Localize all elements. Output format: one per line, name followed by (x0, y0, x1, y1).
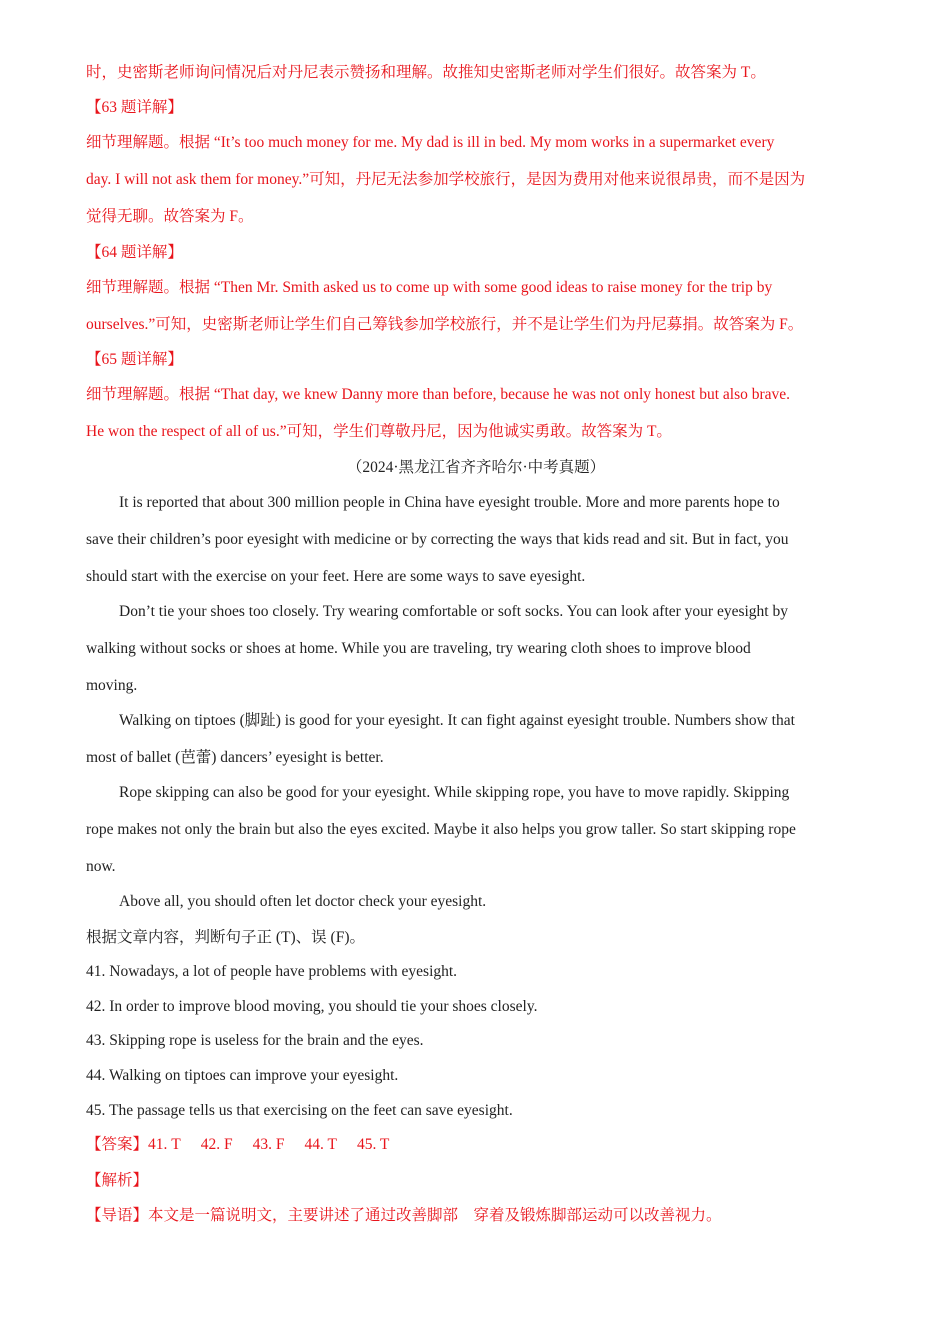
guide-text: 本文是一篇说明文，主要讲述了通过改善脚部 穿着及锻炼脚部运动可以改善视力。 (148, 1207, 722, 1224)
passage-line: Don’t tie your shoes too closely. Try wearing comfortable or soft socks. You can look after your eyesight by (119, 603, 788, 620)
question-item: 42. In order to improve blood moving, you should tie your shoes closely. (86, 998, 538, 1015)
q63-line: 觉得无聊。故答案为 F。 (86, 208, 254, 225)
passage-line: save their children’s poor eyesight with medicine or by correcting the ways that kids read and sit. But in fact, you (86, 531, 789, 548)
passage-line: It is reported that about 300 million people in China have eyesight trouble. More and more parents hope to (119, 494, 780, 511)
answer-item: 45. T (356, 1136, 390, 1153)
passage-source: （2024·黑龙江省齐齐哈尔·中考真题） (346, 459, 606, 476)
answer-item: 41. T (148, 1136, 181, 1153)
answer-item: 43. F (252, 1136, 285, 1153)
q63-header: 【63 题详解】 (86, 99, 183, 116)
passage-line: Above all, you should often let doctor check your eyesight. (119, 893, 487, 910)
passage-line: moving. (86, 677, 138, 694)
passage-line: walking without socks or shoes at home. While you are traveling, try wearing cloth shoes to improve blood (86, 640, 751, 657)
passage-line: Rope skipping can also be good for your eyesight. While skipping rope, you have to move rapidly. Skipping (119, 784, 790, 801)
answer-row (86, 1135, 389, 1155)
guide-label: 【导语】 (86, 1207, 149, 1224)
passage-line: most of ballet (芭蕾) dancers’ eyesight is better. (86, 749, 384, 766)
question-item: 44. Walking on tiptoes can improve your eyesight. (86, 1067, 399, 1084)
answer-item: 44. T (304, 1136, 337, 1153)
analysis-header: 【解析】 (86, 1172, 149, 1189)
q64-line: ourselves.”可知，史密斯老师让学生们自己筹钱参加学校旅行，并不是让学生们为丹尼募捐。故答案为 F。 (86, 316, 804, 333)
answer-item: 42. F (200, 1136, 233, 1153)
q65-header: 【65 题详解】 (86, 351, 183, 368)
question-item: 43. Skipping rope is useless for the brain and the eyes. (86, 1032, 424, 1049)
question-item: 45. The passage tells us that exercising on the feet can save eyesight. (86, 1102, 513, 1119)
q64-header: 【64 题详解】 (86, 244, 183, 261)
question-item: 41. Nowadays, a lot of people have problems with eyesight. (86, 963, 458, 980)
analysis-guide (86, 1206, 722, 1226)
q65-line: He won the respect of all of us.”可知，学生们尊敬丹尼，因为他诚实勇敢。故答案为 T。 (86, 423, 672, 440)
q64-line: 细节理解题。根据 “Then Mr. Smith asked us to come up with some good ideas to raise money for the trip by (86, 279, 773, 296)
answer-label: 【答案】 (86, 1136, 149, 1153)
q65-line: 细节理解题。根据 “That day, we knew Danny more than before, because he was not only honest but also brave. (86, 386, 791, 403)
q62-explanation-tail: 时，史密斯老师询问情况后对丹尼表示赞扬和理解。故推知史密斯老师对学生们很好。故答案为 T。 (86, 64, 766, 81)
task-instruction: 根据文章内容，判断句子正 (T)、误 (F)。 (86, 929, 365, 946)
passage-line: should start with the exercise on your feet. Here are some ways to save eyesight. (86, 568, 586, 585)
passage-line: Walking on tiptoes (脚趾) is good for your eyesight. It can fight against eyesight trouble. Numbers show that (119, 712, 795, 729)
passage-line: rope makes not only the brain but also the eyes excited. Maybe it also helps you grow taller. So start skipping rope (86, 821, 796, 838)
q63-line: 细节理解题。根据 “It’s too much money for me. My dad is ill in bed. My mom works in a supermarket every (86, 134, 775, 151)
q63-line: day. I will not ask them for money.”可知，丹尼无法参加学校旅行，是因为费用对他来说很昂贵，而不是因为 (86, 171, 806, 188)
passage-line: now. (86, 858, 116, 875)
